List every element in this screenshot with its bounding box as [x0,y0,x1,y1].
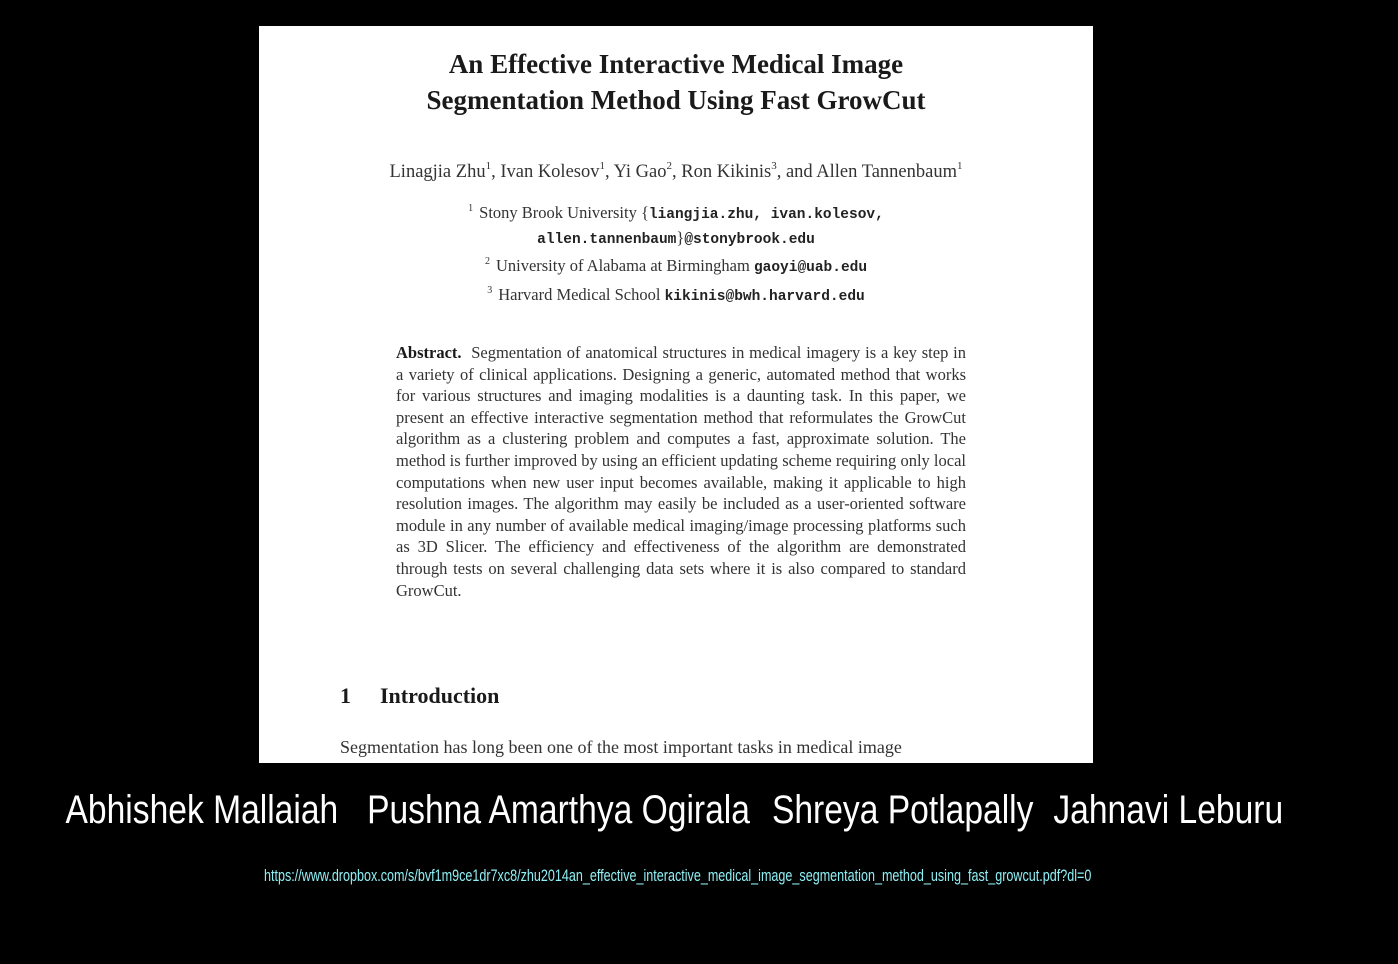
author: Allen Tannenbaum [816,162,957,182]
author: Ron Kikinis [681,162,772,182]
affiliation-mark: 3 [487,284,493,296]
author-list [259,154,1093,184]
intro-paragraph: Segmentation has long been one of the most important tasks in medical image [340,737,902,757]
abstract-text: Segmentation of anatomical structures in medical imagery is a key step in a variety of clinical applications. Designing a generic, automated method that works for various structures and imaging modalities is a daunting task. In this paper, we present an effective interactive segmentation method that reformulates the GrowCut algorithm as a clustering problem and computes a fast, approximate solution. The method is further improved by using an efficient updating scheme requiring only local computations when new user input becomes available, making it applicable to high resolution images. The algorithm may easily be included as a user-oriented software module in any number of available medical imaging/image processing platforms such as 3D Slicer. The efficiency and effectiveness of the algorithm are demonstrated through tests on several challenging data sets where it is also compared to standard GrowCut. [396,343,966,600]
affiliation-mark: 2 [484,256,490,267]
email-address: allen.tannenbaum [537,231,677,248]
author: Linagjia Zhu [389,162,486,182]
author-separator: , [672,162,682,182]
affiliation-name: Harvard Medical School [498,284,665,304]
section-heading [340,683,499,709]
email-address: liangjia.zhu, ivan.kolesov, [648,207,884,223]
abstract-label: Abstract. [396,343,462,362]
affiliation-1-continued [259,227,1093,252]
paper-title-line-1: An Effective Interactive Medical Image [448,49,904,79]
brace-close: } [676,227,685,247]
presenter-name: Pushna Amarthya Ogirala [367,788,750,832]
affiliation-mark: 1 [468,203,474,214]
paper-title [259,46,1093,118]
email-domain: @stonybrook.edu [684,231,815,248]
abstract [396,342,966,601]
author-separator: , [491,162,501,182]
affiliation-name: University of Alabama at Birmingham [495,256,754,275]
section-number: 1 [340,683,351,708]
affiliation-1 [259,198,1093,227]
paper-link[interactable]: https://www.dropbox.com/s/bvf1m9ce1dr7xc8/zhu2014an_effective_interactive_medical_image_segmentation_method_using_fast_growcut.pdf?dl=0 [264,866,1092,885]
author-affiliation-mark: 1 [599,160,605,172]
author-and: and [785,162,817,182]
author: Ivan Kolesov [500,162,600,182]
author-affiliation-mark: 2 [666,160,673,172]
author-separator: , [776,162,786,182]
email-address: gaoyi@uab.edu [753,260,868,276]
presenter-name: Jahnavi Leburu [1053,788,1284,832]
author-affiliation-mark: 1 [485,160,492,172]
author-affiliation-mark: 3 [771,160,777,172]
author-separator: , [605,162,614,182]
presenter-name: Shreya Potlapally [771,788,1034,832]
paper-page [259,26,1093,763]
affiliation-name: Stony Brook University { [479,203,649,222]
affiliation-3 [259,280,1093,309]
presenter-names [0,788,1284,838]
presenter-name: Abhishek Mallaiah [65,788,339,832]
affiliation-2 [259,251,1093,280]
author: Yi Gao [613,162,667,182]
affiliations [259,198,1093,308]
section-title: Introduction [380,683,500,708]
email-address: kikinis@bwh.harvard.edu [664,288,865,305]
paper-title-line-2: Segmentation Method Using Fast GrowCut [426,85,926,115]
author-affiliation-mark: 1 [956,160,963,172]
